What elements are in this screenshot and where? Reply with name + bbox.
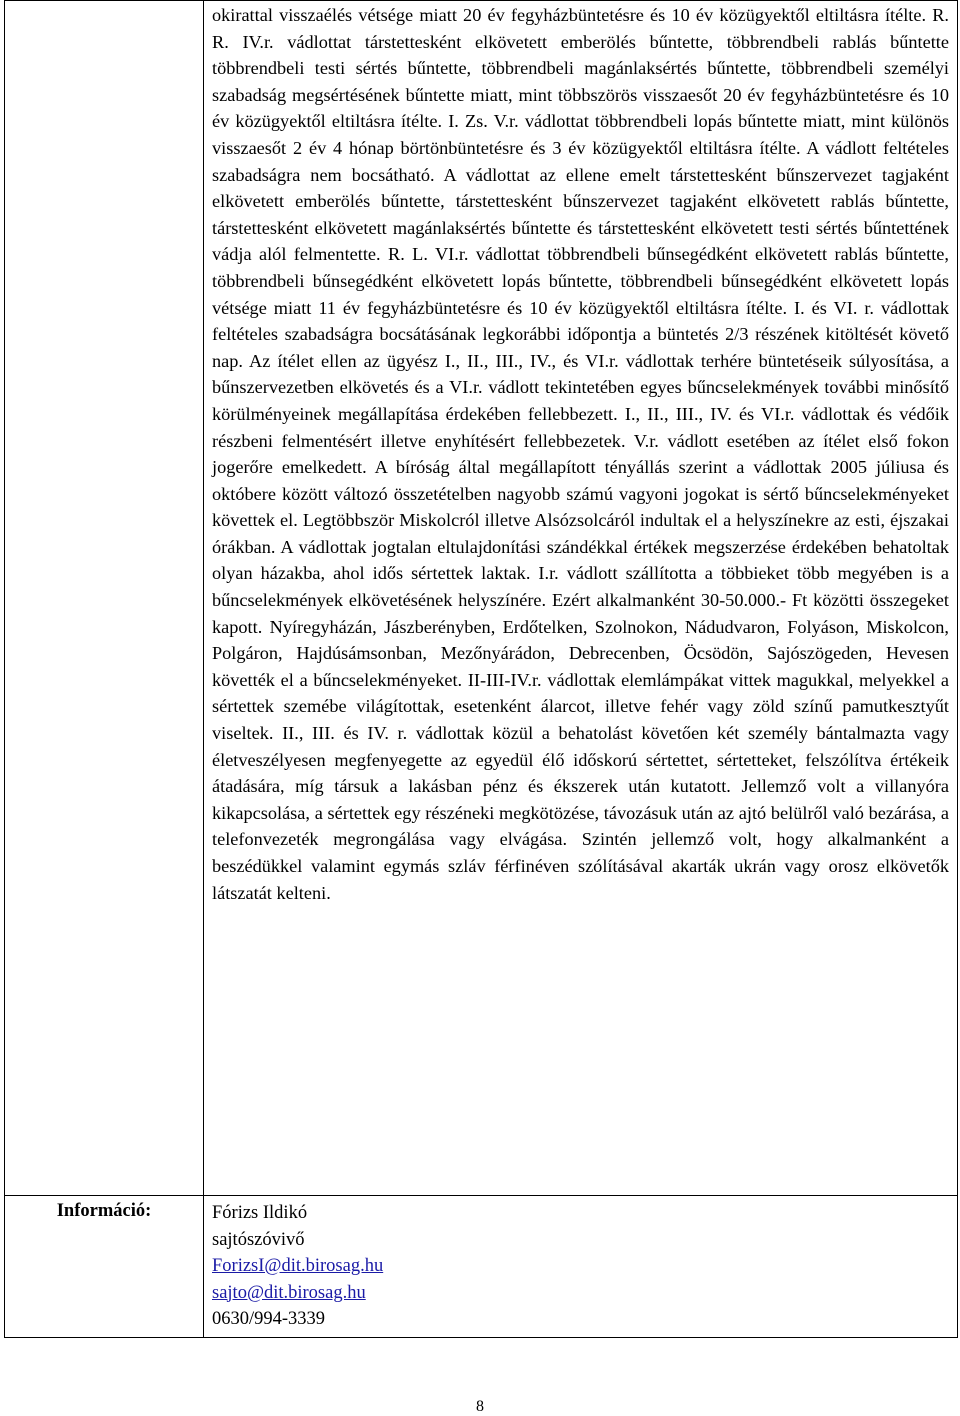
contact-phone: 0630/994-3339 [212, 1309, 326, 1329]
body-cell [204, 1, 958, 1196]
contact-role: sajtószóvivő [212, 1229, 305, 1250]
body-row [5, 1, 958, 1196]
contact-cell [204, 1196, 958, 1338]
document-table [4, 0, 958, 1338]
page-number: 8 [476, 1398, 484, 1415]
info-label-cell [5, 1196, 204, 1338]
contact-email-link-1[interactable]: ForizsI@dit.birosag.hu [212, 1256, 384, 1276]
info-row [5, 1196, 958, 1338]
contact-email-link-2[interactable]: sajto@dit.birosag.hu [212, 1282, 366, 1303]
info-label: Információ: [56, 1201, 152, 1221]
contact-block [204, 1196, 957, 1337]
body-paragraph: okirattal visszaélés vétsége miatt 20 év fegyházbüntetésre és 10 év közügyektől eltiltásra ítélte. R. R. IV.r. vádlottat társtettesként elkövetett emberölés bűntette, többrendbeli rablás bűntette többrendbeli testi sértés bűntette, többrendbeli magánlaksértés bűntette, többrendbeli személyi szabadság megsértésének bűntette miatt, mint többszörös visszaesőt 20 év fegyházbüntetésre és 10 év közügyektől eltiltásra ítélte. I. Zs. V.r. vádlottat többrendbeli lopás bűntette miatt, mint különös visszaesőt 2 év 4 hónap börtönbüntetésre és 3 év közügyektől eltiltásra ítélte. A vádlott feltételes szabadságra nem bocsátható. A vádlottat az ellene emelt társtettesként bűnszervezet tagjaként elkövetett emberölés bűntette, társtettesként bűnszervezet tagjaként elkövetett rablás bűntette, társtettesként elkövetett magánlaksértés bűntette és társtettesként elkövetett testi sértés bűntettének vádja alól felmentette. R. L. VI.r. vádlottat többrendbeli bűnsegédként elkövetett rablás bűntette, többrendbeli bűnsegédként elkövetett lopás bűntette, többrendbeli bűnsegédként elkövetett lopás vétsége miatt 11 év fegyházbüntetésre és 10 év közügyektől eltiltásra ítélte. I. és VI. r. vádlottak feltételes szabadságra bocsátásának legkorábbi időpontja a büntetés 2/3 részének kitöltését követő nap. Az ítélet ellen az ügyész I., II., III., IV., és VI.r. vádlottak terhére büntetéseik súlyosítása, a bűnszervezetben elkövetés és a VI.r. vádlott tekintetében egyes bűncselekmények további minősítő körülményeinek megállapítása érdekében fellebbezett. I., II., III., IV. és VI.r. vádlottak és védőik részbeni felmentésért illetve enyhítésért fellebbezetek. V.r. vádlott esetében az ítélet első fokon jogerőre emelkedett. A bíróság által megállapított tényállás szerint a vádlottak 2005 júliusa és októbere között változó összetételben nagyobb számú vagyoni jogokat is sértő bűncselekményeket követtek el. Legtöbbször Miskolcról illetve Alsózsolcáról indultak el a helyszínekre az esti, éjszakai órákban. A vádlottak jogtalan eltulajdonítási szándékkal értékek megszerzése érdekében behatoltak olyan házakba, ahol idős sértettek laktak. I.r. vádlott szállította a többieket több megyében is a bűncselekmények elkövetésének helyszínére. Ezért alkalmanként 30-50.000.- Ft közötti összegeket kapott. Nyíregyházán, Jászberényben, Erdőtelken, Szolnokon, Nádudvaron, Folyáson, Miskolcon, Polgáron, Hajdúsámsonban, Mezőnyárádon, Debrecenben, Öcsödön, Sajószögeden, Hevesen követték el a bűncselekményeket. II-III-IV.r. vádlottak elemlámpákat vittek magukkal, melyekkel a sértettek szemébe világítottak, esetenként álarcot, illetve fehér vagy zöld színű pamutkesztyűt viseltek. II., III. és IV. r. vádlottak közül a behatolást követően két személy bántalmazta vagy életveszélyesen megfenyegette az egyedül élő időskorú sértettet, sértetteket, felszólítva értékeik átadására, míg társuk a lakásban pénz és ékszerek után kutatott. Jellemző volt a villanyóra kikapcsolása, a sértettek egy részéneki megkötözése, távozásuk után az ajtó belülről való bezárása, a telefonvezeték megrongálása vagy elvágása. Szintén jellemző volt, hogy alkalmanként a beszédükkel valamint egymás szláv férfinéven szólításával akarták ukrán vagy orosz elkövetők látszatát kelteni. [212, 5, 949, 903]
empty-label-cell [5, 1, 204, 1196]
contact-name: Fórizs Ildikó [212, 1203, 308, 1223]
